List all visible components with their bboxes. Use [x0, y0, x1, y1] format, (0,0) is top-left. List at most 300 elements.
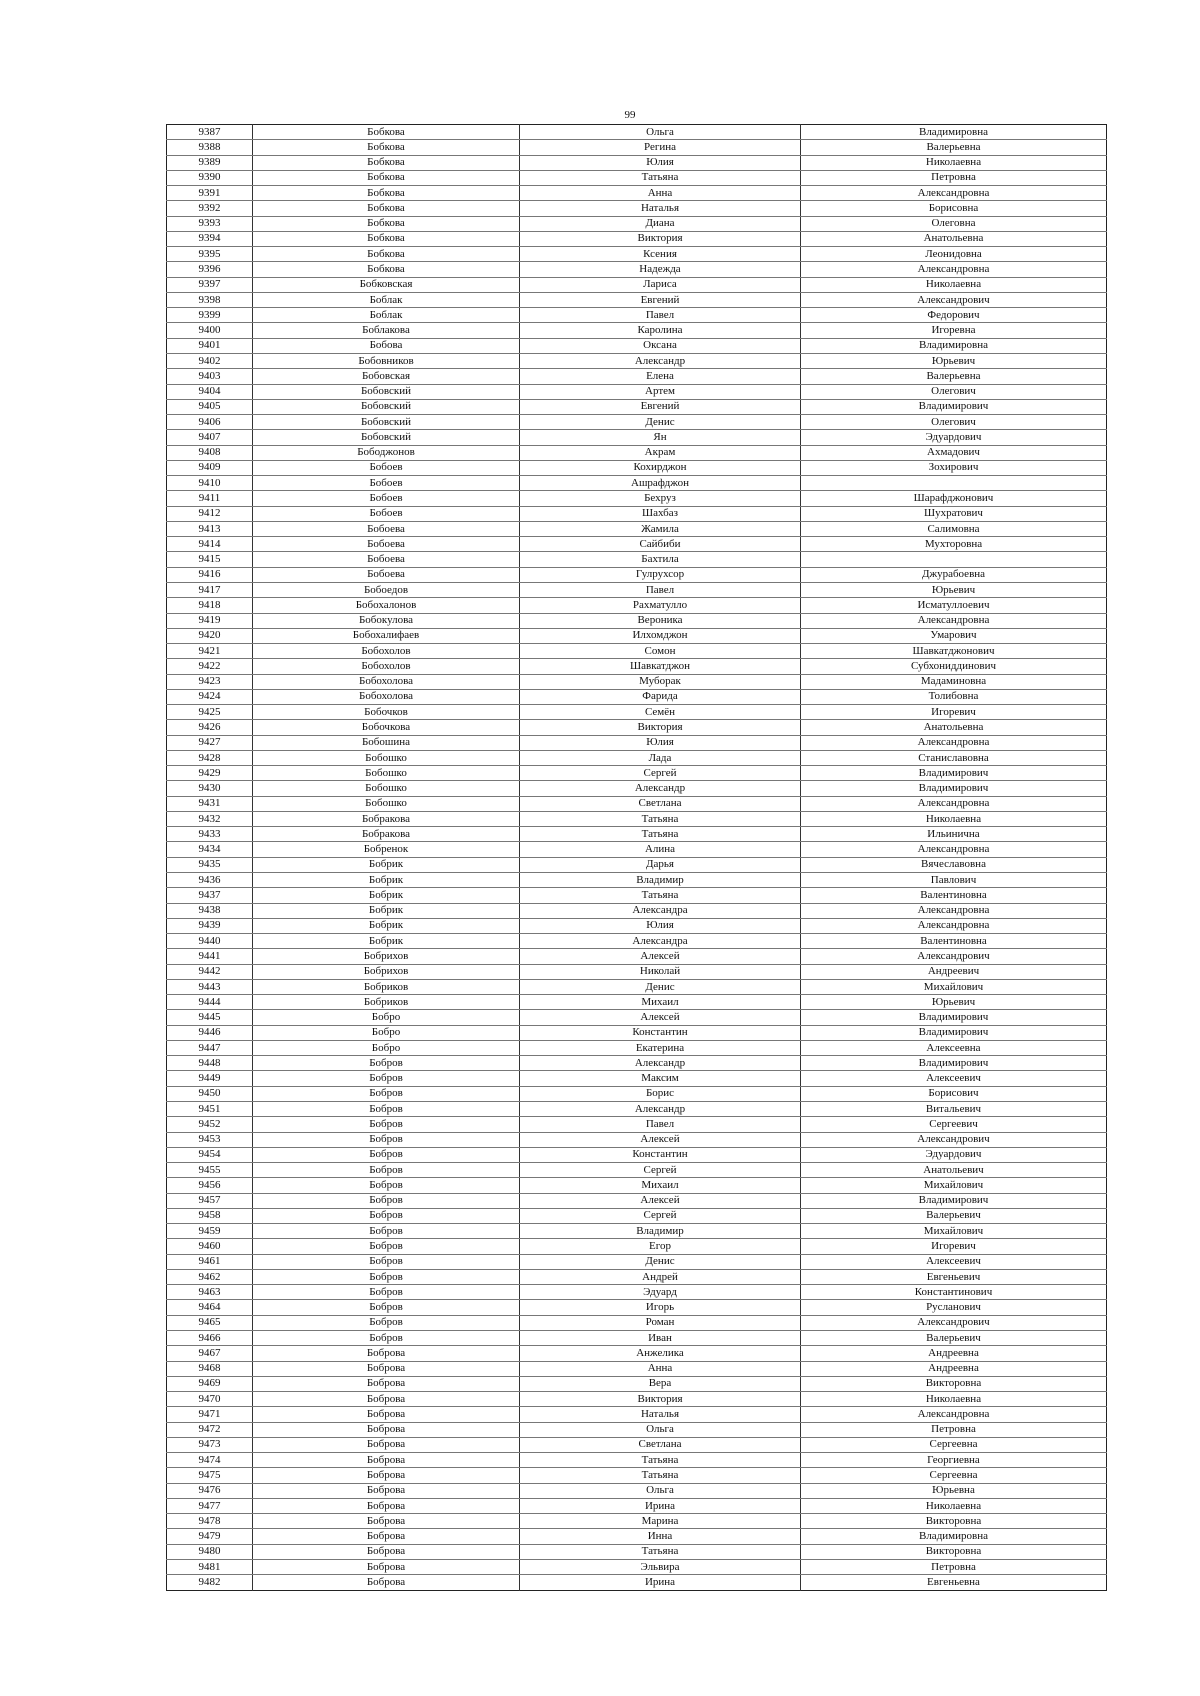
patronymic-cell: Владимирович — [801, 1193, 1107, 1208]
first-name-cell: Наталья — [520, 1407, 801, 1422]
row-number-cell: 9474 — [167, 1453, 253, 1468]
table-row — [167, 811, 1107, 826]
row-number-cell: 9475 — [167, 1468, 253, 1483]
patronymic-cell: Викторовна — [801, 1376, 1107, 1391]
table-row — [167, 1437, 1107, 1452]
last-name-cell: Бобовников — [253, 353, 520, 368]
row-number-cell: 9457 — [167, 1193, 253, 1208]
row-number-cell: 9458 — [167, 1208, 253, 1223]
last-name-cell: Бобоев — [253, 506, 520, 521]
first-name-cell: Вера — [520, 1376, 801, 1391]
patronymic-cell: Шарафджонович — [801, 491, 1107, 506]
first-name-cell: Михаил — [520, 1178, 801, 1193]
first-name-cell: Александр — [520, 781, 801, 796]
patronymic-cell: Станиславовна — [801, 750, 1107, 765]
last-name-cell: Бобоева — [253, 552, 520, 567]
patronymic-cell: Владимировна — [801, 338, 1107, 353]
last-name-cell: Бобров — [253, 1224, 520, 1239]
first-name-cell: Юлия — [520, 735, 801, 750]
first-name-cell: Денис — [520, 415, 801, 430]
patronymic-cell: Александровна — [801, 903, 1107, 918]
first-name-cell: Александр — [520, 353, 801, 368]
row-number-cell: 9473 — [167, 1437, 253, 1452]
last-name-cell: Боброва — [253, 1575, 520, 1590]
last-name-cell: Бобохалонов — [253, 598, 520, 613]
last-name-cell: Боблак — [253, 308, 520, 323]
patronymic-cell: Александровна — [801, 842, 1107, 857]
row-number-cell: 9411 — [167, 491, 253, 506]
patronymic-cell: Александрович — [801, 1132, 1107, 1147]
last-name-cell: Бобров — [253, 1132, 520, 1147]
row-number-cell: 9404 — [167, 384, 253, 399]
table-row — [167, 1285, 1107, 1300]
last-name-cell: Бобкова — [253, 186, 520, 201]
table-row — [167, 384, 1107, 399]
last-name-cell: Бобошко — [253, 796, 520, 811]
table-row — [167, 1040, 1107, 1055]
last-name-cell: Бобовская — [253, 369, 520, 384]
table-row — [167, 491, 1107, 506]
patronymic-cell: Владимировна — [801, 125, 1107, 140]
first-name-cell: Егор — [520, 1239, 801, 1254]
last-name-cell: Бобохолов — [253, 644, 520, 659]
last-name-cell: Бобошко — [253, 750, 520, 765]
last-name-cell: Бобрихов — [253, 949, 520, 964]
row-number-cell: 9389 — [167, 155, 253, 170]
last-name-cell: Бобров — [253, 1193, 520, 1208]
last-name-cell: Боброва — [253, 1453, 520, 1468]
table-row — [167, 1407, 1107, 1422]
table-row — [167, 1147, 1107, 1162]
patronymic-cell: Олеговна — [801, 216, 1107, 231]
row-number-cell: 9410 — [167, 476, 253, 491]
patronymic-cell: Андреевич — [801, 964, 1107, 979]
first-name-cell: Алексей — [520, 1132, 801, 1147]
last-name-cell: Боброва — [253, 1514, 520, 1529]
table-row — [167, 567, 1107, 582]
row-number-cell: 9452 — [167, 1117, 253, 1132]
first-name-cell: Наталья — [520, 201, 801, 216]
patronymic-cell: Мадаминовна — [801, 674, 1107, 689]
row-number-cell: 9469 — [167, 1376, 253, 1391]
last-name-cell: Бобкова — [253, 125, 520, 140]
first-name-cell: Эльвира — [520, 1559, 801, 1574]
first-name-cell: Ольга — [520, 1422, 801, 1437]
first-name-cell: Татьяна — [520, 1453, 801, 1468]
patronymic-cell: Константинович — [801, 1285, 1107, 1300]
row-number-cell: 9405 — [167, 399, 253, 414]
last-name-cell: Бобров — [253, 1178, 520, 1193]
last-name-cell: Боброва — [253, 1361, 520, 1376]
patronymic-cell: Ильинична — [801, 827, 1107, 842]
first-name-cell: Михаил — [520, 995, 801, 1010]
table-row — [167, 1056, 1107, 1071]
last-name-cell: Боблак — [253, 292, 520, 307]
last-name-cell: Бобриков — [253, 979, 520, 994]
patronymic-cell: Александровна — [801, 613, 1107, 628]
table-row — [167, 1498, 1107, 1513]
table-row — [167, 1483, 1107, 1498]
table-row — [167, 506, 1107, 521]
patronymic-cell: Эдуардович — [801, 1147, 1107, 1162]
row-number-cell: 9414 — [167, 537, 253, 552]
last-name-cell: Боброва — [253, 1529, 520, 1544]
first-name-cell: Жамила — [520, 521, 801, 536]
first-name-cell: Юлия — [520, 918, 801, 933]
patronymic-cell: Юрьевич — [801, 995, 1107, 1010]
row-number-cell: 9439 — [167, 918, 253, 933]
last-name-cell: Бобохалифаев — [253, 628, 520, 643]
first-name-cell: Денис — [520, 1254, 801, 1269]
last-name-cell: Бобкова — [253, 170, 520, 185]
first-name-cell: Ольга — [520, 125, 801, 140]
patronymic-cell: Анатольевна — [801, 231, 1107, 246]
table-row — [167, 216, 1107, 231]
patronymic-cell: Игоревич — [801, 1239, 1107, 1254]
row-number-cell: 9460 — [167, 1239, 253, 1254]
patronymic-cell: Александрович — [801, 949, 1107, 964]
last-name-cell: Бобохолова — [253, 689, 520, 704]
row-number-cell: 9406 — [167, 415, 253, 430]
row-number-cell: 9418 — [167, 598, 253, 613]
table-row — [167, 1025, 1107, 1040]
table-row — [167, 903, 1107, 918]
row-number-cell: 9443 — [167, 979, 253, 994]
row-number-cell: 9390 — [167, 170, 253, 185]
first-name-cell: Владимир — [520, 873, 801, 888]
last-name-cell: Боброва — [253, 1559, 520, 1574]
patronymic-cell: Александровна — [801, 918, 1107, 933]
table-row — [167, 873, 1107, 888]
table-row — [167, 582, 1107, 597]
row-number-cell: 9396 — [167, 262, 253, 277]
first-name-cell: Надежда — [520, 262, 801, 277]
row-number-cell: 9455 — [167, 1163, 253, 1178]
first-name-cell: Татьяна — [520, 170, 801, 185]
patronymic-cell: Борисовна — [801, 201, 1107, 216]
last-name-cell: Бобкова — [253, 262, 520, 277]
table-row — [167, 1453, 1107, 1468]
patronymic-cell: Алексеевна — [801, 1040, 1107, 1055]
patronymic-cell: Салимовна — [801, 521, 1107, 536]
row-number-cell: 9478 — [167, 1514, 253, 1529]
table-row — [167, 292, 1107, 307]
last-name-cell: Бобрик — [253, 903, 520, 918]
last-name-cell: Бобрик — [253, 918, 520, 933]
row-number-cell: 9466 — [167, 1330, 253, 1345]
patronymic-cell: Валентиновна — [801, 888, 1107, 903]
row-number-cell: 9462 — [167, 1269, 253, 1284]
row-number-cell: 9423 — [167, 674, 253, 689]
first-name-cell: Ольга — [520, 1483, 801, 1498]
row-number-cell: 9428 — [167, 750, 253, 765]
row-number-cell: 9419 — [167, 613, 253, 628]
last-name-cell: Боброва — [253, 1483, 520, 1498]
row-number-cell: 9394 — [167, 231, 253, 246]
first-name-cell: Александра — [520, 934, 801, 949]
row-number-cell: 9427 — [167, 735, 253, 750]
last-name-cell: Боброва — [253, 1468, 520, 1483]
table-row — [167, 1132, 1107, 1147]
last-name-cell: Бобоедов — [253, 582, 520, 597]
first-name-cell: Павел — [520, 1117, 801, 1132]
patronymic-cell: Викторовна — [801, 1514, 1107, 1529]
table-row — [167, 796, 1107, 811]
first-name-cell: Алексей — [520, 1010, 801, 1025]
patronymic-cell: Юрьевич — [801, 353, 1107, 368]
table-row — [167, 949, 1107, 964]
table-row — [167, 705, 1107, 720]
row-number-cell: 9463 — [167, 1285, 253, 1300]
table-row — [167, 537, 1107, 552]
last-name-cell: Бобкова — [253, 155, 520, 170]
patronymic-cell: Олегович — [801, 384, 1107, 399]
patronymic-cell: Сергеевич — [801, 1117, 1107, 1132]
table-row — [167, 674, 1107, 689]
last-name-cell: Бобовский — [253, 384, 520, 399]
patronymic-cell: Евгеньевич — [801, 1269, 1107, 1284]
first-name-cell: Марина — [520, 1514, 801, 1529]
table-row — [167, 247, 1107, 262]
table-row — [167, 750, 1107, 765]
patronymic-cell: Владимирович — [801, 766, 1107, 781]
last-name-cell: Бобров — [253, 1071, 520, 1086]
last-name-cell: Бобоева — [253, 521, 520, 536]
table-row — [167, 720, 1107, 735]
last-name-cell: Бобренок — [253, 842, 520, 857]
row-number-cell: 9432 — [167, 811, 253, 826]
last-name-cell: Бобрик — [253, 857, 520, 872]
patronymic-cell: Сергеевна — [801, 1468, 1107, 1483]
row-number-cell: 9470 — [167, 1392, 253, 1407]
table-row — [167, 628, 1107, 643]
row-number-cell: 9415 — [167, 552, 253, 567]
patronymic-cell: Александровна — [801, 735, 1107, 750]
first-name-cell: Павел — [520, 582, 801, 597]
first-name-cell: Екатерина — [520, 1040, 801, 1055]
first-name-cell: Алина — [520, 842, 801, 857]
first-name-cell: Юлия — [520, 155, 801, 170]
first-name-cell: Оксана — [520, 338, 801, 353]
patronymic-cell: Юрьевна — [801, 1483, 1107, 1498]
patronymic-cell: Александровна — [801, 186, 1107, 201]
first-name-cell: Татьяна — [520, 888, 801, 903]
row-number-cell: 9434 — [167, 842, 253, 857]
last-name-cell: Бобров — [253, 1330, 520, 1345]
row-number-cell: 9417 — [167, 582, 253, 597]
first-name-cell: Сайбиби — [520, 537, 801, 552]
patronymic-cell: Анатольевич — [801, 1163, 1107, 1178]
row-number-cell: 9402 — [167, 353, 253, 368]
first-name-cell: Рахматулло — [520, 598, 801, 613]
table-row — [167, 842, 1107, 857]
table-row — [167, 277, 1107, 292]
first-name-cell: Фарида — [520, 689, 801, 704]
patronymic-cell: Николаевна — [801, 811, 1107, 826]
first-name-cell: Андрей — [520, 1269, 801, 1284]
patronymic-cell: Владимировна — [801, 1529, 1107, 1544]
first-name-cell: Татьяна — [520, 1468, 801, 1483]
last-name-cell: Бобров — [253, 1086, 520, 1101]
patronymic-cell: Эдуардович — [801, 430, 1107, 445]
table-row — [167, 598, 1107, 613]
patronymic-cell: Игоревич — [801, 705, 1107, 720]
row-number-cell: 9461 — [167, 1254, 253, 1269]
first-name-cell: Гулрухсор — [520, 567, 801, 582]
row-number-cell: 9482 — [167, 1575, 253, 1590]
table-row — [167, 1208, 1107, 1223]
row-number-cell: 9426 — [167, 720, 253, 735]
first-name-cell: Каролина — [520, 323, 801, 338]
table-row — [167, 1193, 1107, 1208]
last-name-cell: Бобова — [253, 338, 520, 353]
first-name-cell: Роман — [520, 1315, 801, 1330]
patronymic-cell: Шухратович — [801, 506, 1107, 521]
last-name-cell: Боброва — [253, 1346, 520, 1361]
patronymic-cell: Владимирович — [801, 1056, 1107, 1071]
row-number-cell: 9399 — [167, 308, 253, 323]
row-number-cell: 9445 — [167, 1010, 253, 1025]
first-name-cell: Константин — [520, 1147, 801, 1162]
table-row — [167, 1163, 1107, 1178]
last-name-cell: Бобохолов — [253, 659, 520, 674]
first-name-cell: Иван — [520, 1330, 801, 1345]
first-name-cell: Муборак — [520, 674, 801, 689]
first-name-cell: Александр — [520, 1102, 801, 1117]
table-row — [167, 1529, 1107, 1544]
first-name-cell: Ян — [520, 430, 801, 445]
last-name-cell: Бобракова — [253, 811, 520, 826]
row-number-cell: 9467 — [167, 1346, 253, 1361]
patronymic-cell: Евгеньевна — [927, 1575, 980, 1588]
row-number-cell: 9429 — [167, 766, 253, 781]
first-name-cell: Виктория — [520, 231, 801, 246]
row-number-cell: 9449 — [167, 1071, 253, 1086]
last-name-cell: Боброва — [253, 1498, 520, 1513]
last-name-cell: Бобрихов — [253, 964, 520, 979]
last-name-cell: Бобовский — [253, 415, 520, 430]
table-row — [167, 155, 1107, 170]
table-row — [167, 262, 1107, 277]
patronymic-cell: Николаевна — [801, 1498, 1107, 1513]
first-name-cell: Денис — [520, 979, 801, 994]
last-name-cell: Боброва — [253, 1407, 520, 1422]
last-name-cell: Бобкова — [253, 216, 520, 231]
table-row — [167, 1300, 1107, 1315]
table-row — [167, 338, 1107, 353]
patronymic-cell: Леонидовна — [801, 247, 1107, 262]
table-row — [167, 659, 1107, 674]
row-number-cell: 9416 — [167, 567, 253, 582]
first-name-cell: Эдуард — [520, 1285, 801, 1300]
row-number-cell: 9456 — [167, 1178, 253, 1193]
first-name-cell: Светлана — [520, 1437, 801, 1452]
table-row — [167, 445, 1107, 460]
first-name-cell: Светлана — [520, 796, 801, 811]
table-row — [167, 1117, 1107, 1132]
row-number-cell: 9459 — [167, 1224, 253, 1239]
row-number-cell: 9422 — [167, 659, 253, 674]
patronymic-cell: Александровна — [801, 262, 1107, 277]
table-row — [167, 231, 1107, 246]
patronymic-cell — [801, 552, 1107, 567]
table-row — [167, 1269, 1107, 1284]
patronymic-cell: Умарович — [801, 628, 1107, 643]
row-number-cell: 9448 — [167, 1056, 253, 1071]
patronymic-cell: Александрович — [801, 1315, 1107, 1330]
table-row — [167, 1559, 1107, 1574]
patronymic-cell: Николаевна — [801, 1392, 1107, 1407]
first-name-cell: Виктория — [520, 1392, 801, 1407]
patronymic-cell: Павлович — [801, 873, 1107, 888]
table-row — [167, 613, 1107, 628]
last-name-cell: Бобоева — [253, 537, 520, 552]
table-row — [167, 1254, 1107, 1269]
table-row — [167, 308, 1107, 323]
patronymic-cell: Викторовна — [801, 1544, 1107, 1559]
last-name-cell: Бобовский — [253, 430, 520, 445]
last-name-cell: Боброва — [253, 1437, 520, 1452]
registry-body — [167, 125, 1107, 1591]
first-name-cell: Илхомджон — [520, 628, 801, 643]
row-number-cell: 9430 — [167, 781, 253, 796]
row-number-cell: 9480 — [167, 1544, 253, 1559]
row-number-cell: 9438 — [167, 903, 253, 918]
table-row — [167, 1071, 1107, 1086]
row-number-cell: 9476 — [167, 1483, 253, 1498]
row-number-cell: 9393 — [167, 216, 253, 231]
first-name-cell: Регина — [520, 140, 801, 155]
row-number-cell: 9447 — [167, 1040, 253, 1055]
first-name-cell: Константин — [520, 1025, 801, 1040]
row-number-cell: 9472 — [167, 1422, 253, 1437]
patronymic-cell: Владимирович — [801, 1025, 1107, 1040]
table-row — [167, 1315, 1107, 1330]
patronymic-cell: Шавкатджонович — [801, 644, 1107, 659]
row-number-cell: 9395 — [167, 247, 253, 262]
patronymic-cell: Алексеевич — [801, 1254, 1107, 1269]
last-name-cell: Бобоев — [253, 460, 520, 475]
row-number-cell: 9468 — [167, 1361, 253, 1376]
row-number-cell: 9400 — [167, 323, 253, 338]
first-name-cell: Ксения — [520, 247, 801, 262]
row-number-cell: 9465 — [167, 1315, 253, 1330]
row-number-cell: 9450 — [167, 1086, 253, 1101]
first-name-cell: Вероника — [520, 613, 801, 628]
last-name-cell: Боброва — [253, 1422, 520, 1437]
patronymic-cell: Валерьевич — [801, 1208, 1107, 1223]
row-number-cell: 9413 — [167, 521, 253, 536]
first-name-cell: Лариса — [520, 277, 801, 292]
patronymic-cell: Петровна — [801, 1422, 1107, 1437]
name-registry-table — [166, 124, 1107, 1591]
last-name-cell: Бобров — [253, 1300, 520, 1315]
first-name-cell: Павел — [520, 308, 801, 323]
first-name-cell: Алексей — [520, 949, 801, 964]
table-row — [167, 1468, 1107, 1483]
patronymic-cell: Игоревна — [801, 323, 1107, 338]
patronymic-cell: Олегович — [801, 415, 1107, 430]
row-number-cell: 9407 — [167, 430, 253, 445]
row-number-cell: 9481 — [167, 1559, 253, 1574]
first-name-cell: Владимир — [520, 1224, 801, 1239]
patronymic-cell: Сергеевна — [801, 1437, 1107, 1452]
row-number-cell: 9464 — [167, 1300, 253, 1315]
patronymic-cell: Толибовна — [801, 689, 1107, 704]
last-name-cell: Бобрик — [253, 888, 520, 903]
patronymic-cell: Джурабоевна — [801, 567, 1107, 582]
table-row — [167, 170, 1107, 185]
